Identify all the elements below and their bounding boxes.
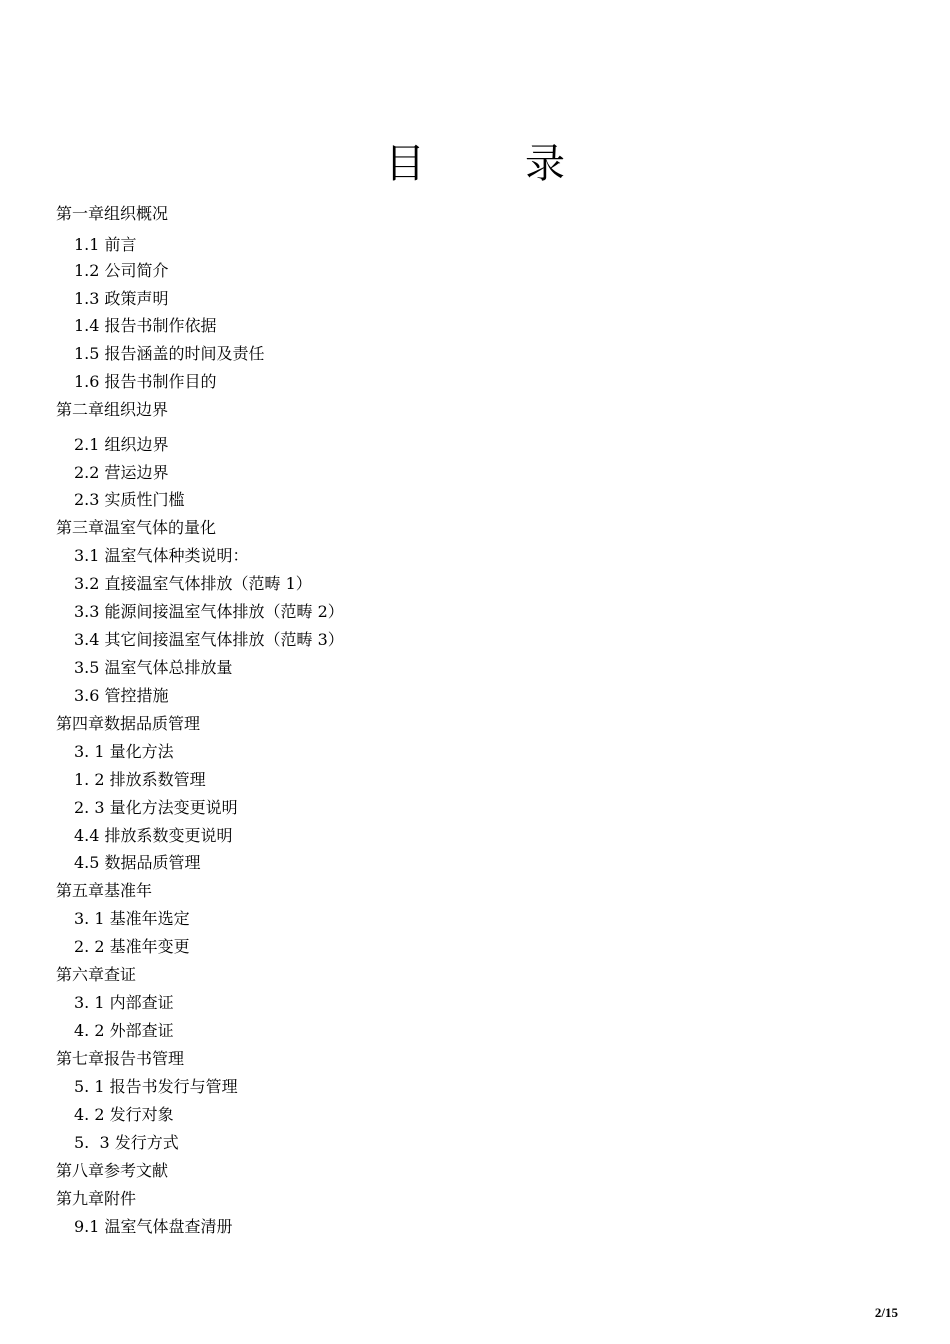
toc-section: 3.2 直接温室气体排放（范畴 1） xyxy=(74,574,312,593)
toc-chapter: 第二章组织边界 xyxy=(56,400,169,419)
toc-section: 3.3 能源间接温室气体排放（范畴 2） xyxy=(74,602,344,621)
toc-section: 5. 1 报告书发行与管理 xyxy=(74,1077,238,1096)
page-number: 2/15 xyxy=(874,1305,898,1320)
toc-section: 2. 3 量化方法变更说明 xyxy=(74,798,238,817)
toc-section: 2.2 营运边界 xyxy=(74,463,169,482)
toc-section: 1.2 公司简介 xyxy=(74,261,169,280)
toc-chapter: 第五章基准年 xyxy=(56,881,153,900)
toc-chapter: 第九章附件 xyxy=(56,1189,137,1208)
toc-section: 3.6 管控措施 xyxy=(74,686,169,705)
toc-section: 4. 2 外部查证 xyxy=(74,1021,174,1040)
toc-section: 2.1 组织边界 xyxy=(74,435,169,454)
toc-section: 3.4 其它间接温室气体排放（范畴 3） xyxy=(74,630,344,649)
toc-chapter: 第三章温室气体的量化 xyxy=(56,518,217,537)
toc-section: 1.4 报告书制作依据 xyxy=(74,316,217,335)
toc-section: 1. 2 排放系数管理 xyxy=(74,770,206,789)
page-title xyxy=(0,140,950,188)
toc-section: 1.1 前言 xyxy=(74,235,137,254)
toc-section: 1.3 政策声明 xyxy=(74,289,169,308)
toc-chapter: 第八章参考文献 xyxy=(56,1161,169,1180)
toc-section: 2.3 实质性门槛 xyxy=(74,490,185,509)
title-char-1: 目 xyxy=(385,141,425,187)
toc-section: 4.4 排放系数变更说明 xyxy=(74,826,233,845)
toc-section: 1.6 报告书制作目的 xyxy=(74,372,217,391)
toc-section: 9.1 温室气体盘查清册 xyxy=(74,1217,233,1236)
toc-section: 1.5 报告涵盖的时间及责任 xyxy=(74,344,265,363)
toc-section: 3. 1 基准年选定 xyxy=(74,909,190,928)
toc-section: 2. 2 基准年变更 xyxy=(74,937,190,956)
toc-section: 3. 1 内部查证 xyxy=(74,993,174,1012)
toc-section: 3. 1 量化方法 xyxy=(74,742,174,761)
toc-section: 3.5 温室气体总排放量 xyxy=(74,658,233,677)
toc-chapter: 第四章数据品质管理 xyxy=(56,714,201,733)
title-char-2: 录 xyxy=(525,141,565,187)
toc-section: 5. 3 发行方式 xyxy=(74,1133,179,1152)
toc-chapter: 第六章查证 xyxy=(56,965,137,984)
toc-section: 4. 2 发行对象 xyxy=(74,1105,174,1124)
toc-chapter: 第一章组织概况 xyxy=(56,204,169,223)
toc-chapter: 第七章报告书管理 xyxy=(56,1049,185,1068)
toc-section: 3.1 温室气体种类说明： xyxy=(74,546,249,565)
toc-section: 4.5 数据品质管理 xyxy=(74,853,201,872)
